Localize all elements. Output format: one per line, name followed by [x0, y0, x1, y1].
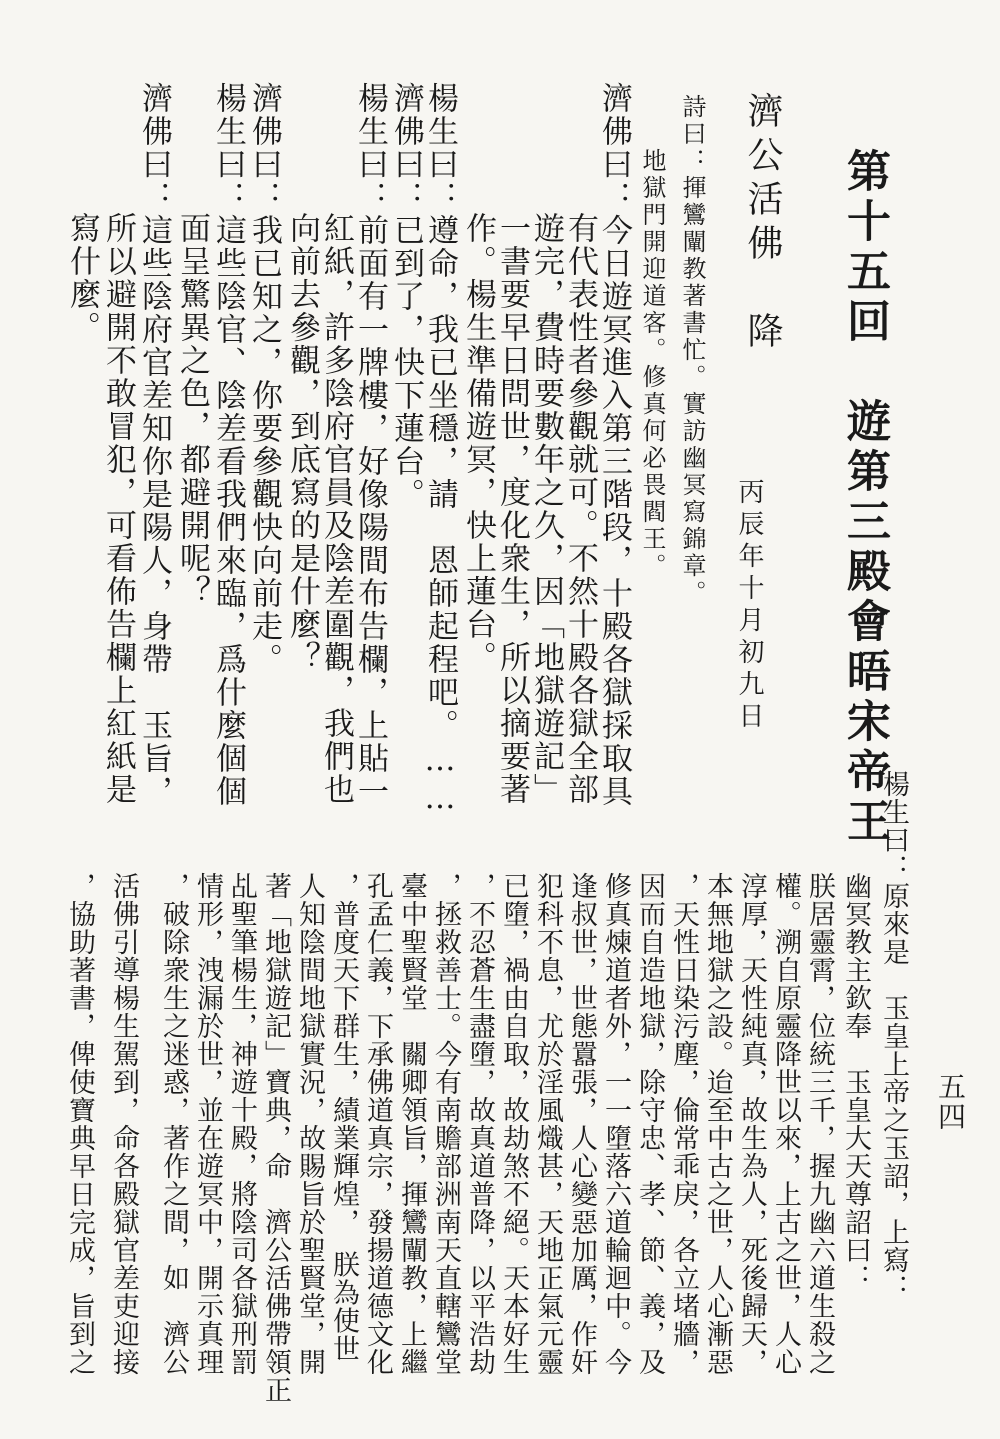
- text-column: 寫什麼。: [64, 212, 100, 344]
- text-column: 犯科不息，尤於淫風熾甚，天地正氣元靈: [532, 872, 563, 1376]
- text-column: 本無地獄之設。迨至中古之世，人心漸惡: [702, 872, 733, 1376]
- text-column: 幽冥教主欽奉 玉皇大天尊詔曰：: [840, 872, 871, 1292]
- text-column: 面呈驚異之色，都避開呢？: [174, 212, 210, 608]
- text-column: 遊完，費時要數年之久，因「地獄遊記」: [528, 212, 564, 806]
- text-column: 人知陰間地獄實況，故賜旨於聖賢堂，開: [294, 872, 325, 1376]
- author-line: 濟公活佛 降: [742, 92, 783, 356]
- text-column: 權。溯自原靈降世以來，上古之世，人心: [770, 872, 801, 1376]
- text-column: ，天性日染污塵，倫常乖戾，各立堵牆，: [668, 872, 699, 1376]
- date-line: 丙辰年十月初九日: [734, 478, 764, 734]
- text-column: 修真煉道者外，一一墮落六道輪迴中。今: [600, 872, 631, 1376]
- text-column: 情形，洩漏於世，並在遊冥中，開示真理: [192, 872, 223, 1376]
- text-column: ，普度天下群生，績業輝煌， 朕為使世: [328, 872, 359, 1363]
- text-column: 活佛引導楊生駕到，命各殿獄官差吏迎接: [108, 872, 139, 1376]
- text-column: 孔孟仁義，下承佛道真宗，發揚道德文化: [362, 872, 393, 1376]
- text-column: 因而自造地獄，除守忠、孝、節、義，及: [634, 872, 665, 1376]
- poem-line: 地獄門開迎道客。修真何必畏閻王。: [638, 148, 666, 580]
- text-column: 向前去參觀，到底寫的是什麼？: [284, 212, 320, 674]
- text-column: 濟佛曰：我已知之，你要參觀快向前走。: [246, 82, 282, 676]
- text-column: 乩聖筆楊生，神遊十殿，將陰司各獄刑罰: [226, 872, 257, 1376]
- text-column: 臺中聖賢堂 關卿領旨，揮鸞闡教，上繼: [396, 872, 427, 1376]
- text-column: 已墮，禍由自取，故劫煞不絕。天本好生: [498, 872, 529, 1376]
- chapter-title: 第十五回 遊第三殿會晤宋帝王: [839, 148, 890, 848]
- text-column: 著「地獄遊記」寶典，命 濟公活佛帶領正: [260, 872, 291, 1404]
- text-column: 楊生曰：這些陰官、陰差看我們來臨，爲什麼個個: [210, 82, 246, 808]
- text-column: ，破除衆生之迷惑，著作之間，如 濟公: [158, 872, 189, 1376]
- text-column: 所以避開不敢冒犯，可看佈告欄上紅紙是: [100, 212, 136, 806]
- text-column: 楊生曰：遵命，我已坐穩，請 恩師起程吧。……: [422, 82, 458, 818]
- text-column: 淳厚，天性純真，故生為人，死後歸天，: [736, 872, 767, 1376]
- text-column: 作。楊生準備遊冥，快上蓮台。: [460, 212, 496, 674]
- page-number: 五四: [934, 1072, 967, 1132]
- text-column: 濟佛曰：這些陰府官差知你是陽人，身帶 玉旨，: [136, 82, 172, 808]
- text-column: ，協助著書，俾使寶典早日完成，旨到之: [64, 872, 95, 1376]
- text-column: 朕居靈霄，位統三千，握九幽六道生殺之: [804, 872, 835, 1376]
- text-column: 逢叔世，世態囂張，人心變惡加厲，作奸: [566, 872, 597, 1376]
- text-column: ，拯救善士。今有南贍部洲南天直轄鸞堂: [430, 872, 461, 1376]
- text-column: ，不忍蒼生盡墮，故真道普降，以平浩劫: [464, 872, 495, 1376]
- poem-line: 詩曰：揮鸞闡教著書忙。實訪幽冥寫錦章。: [678, 94, 706, 607]
- text-column: 紅紙，許多陰府官員及陰差圍觀，我們也: [318, 212, 354, 806]
- text-column: 有代表性者參觀就可。不然十殿各獄全部: [562, 212, 598, 806]
- text-column: 楊生曰：前面有一牌樓，好像陽間布告欄，上貼一: [352, 82, 388, 808]
- text-column: 一書要早日問世，度化衆生，所以摘要著: [494, 212, 530, 806]
- text-column: 濟佛曰：已到了，快下蓮台。: [388, 82, 424, 511]
- text-column: 楊生曰：原來是 玉皇上帝之玉詔，上寫：: [878, 770, 909, 1302]
- text-column: 濟佛曰：今日遊冥進入第三階段，十殿各獄採取具: [596, 82, 632, 808]
